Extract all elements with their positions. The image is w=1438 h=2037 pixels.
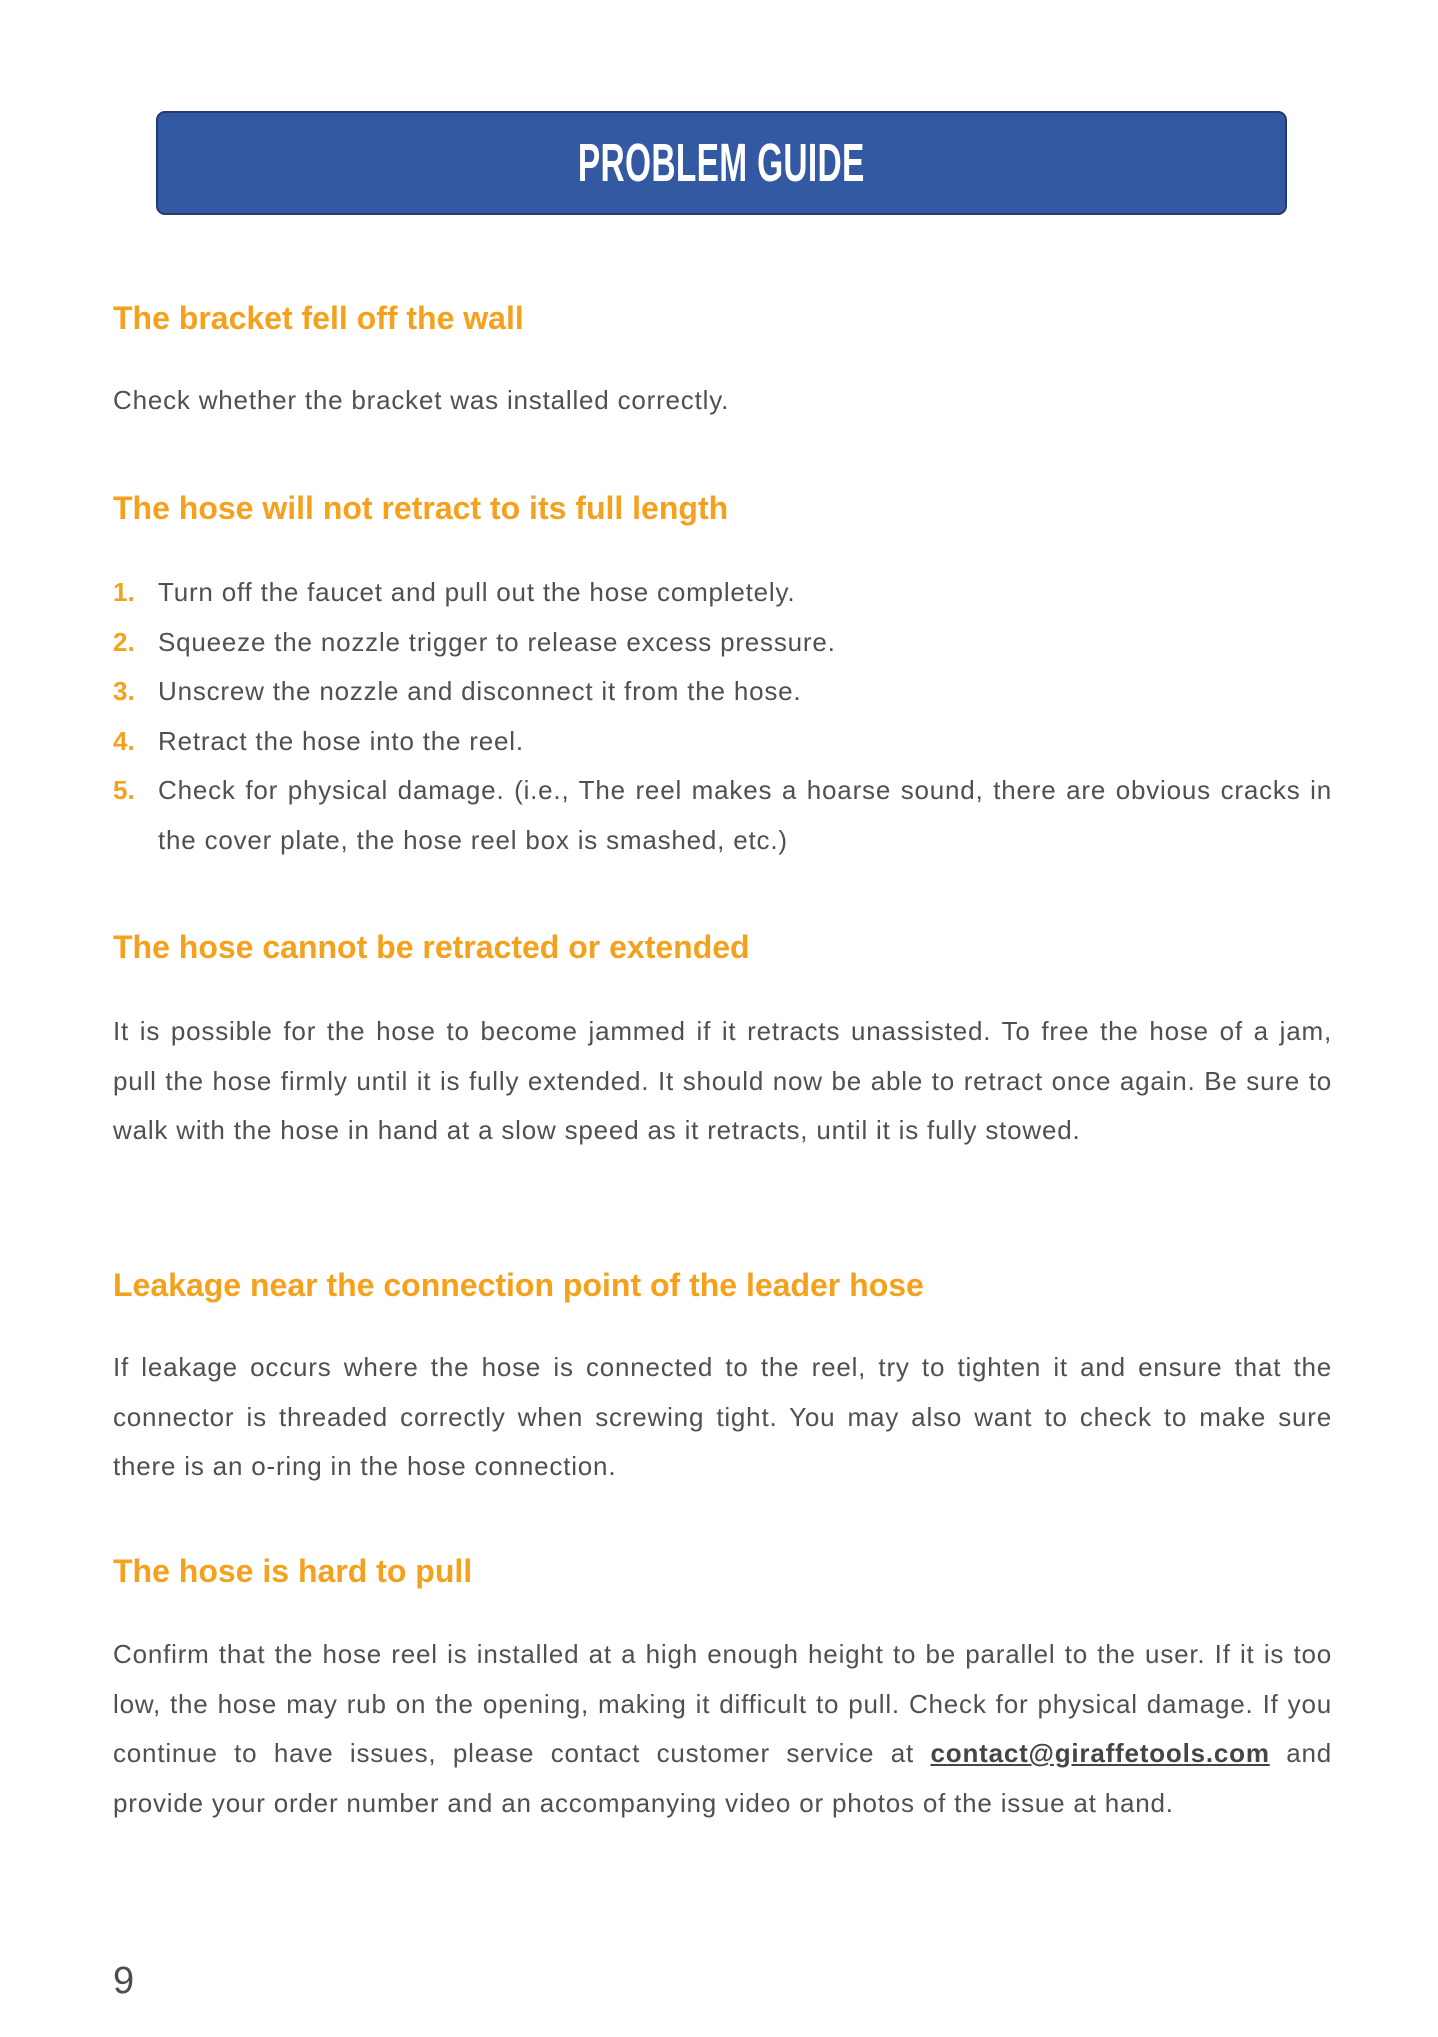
list-item: [113, 717, 1332, 767]
page-number: 9: [113, 1960, 135, 2002]
step-text: Turn off the faucet and pull out the hose completely.: [158, 577, 796, 607]
step-number: 5.: [113, 775, 135, 805]
list-item: [113, 568, 1332, 618]
step-text: Retract the hose into the reel.: [158, 725, 524, 756]
section-body-leakage: If leakage occurs where the hose is connected to the reel, try to tighten it and ensure that the connector is threaded correctly when screwing tight. You may also want to check to make sure there is an o-ring in the hose connection.: [113, 1352, 1332, 1481]
section-heading-retract-length: The hose will not retract to its full length: [113, 490, 729, 526]
list-item: [113, 667, 1332, 717]
section-body-bracket: Check whether the bracket was installed correctly.: [113, 385, 730, 415]
step-text: Check for physical damage. (i.e., The reel makes a hoarse sound, there are obvious cracks in the cover plate, the hose reel box is smashed, etc.): [158, 775, 1332, 855]
list-item: [113, 766, 1332, 865]
step-text: Unscrew the nozzle and disconnect it from the hose.: [158, 676, 802, 706]
step-number: 1.: [113, 577, 135, 607]
step-text: Squeeze the nozzle trigger to release excess pressure.: [158, 626, 836, 657]
body-text-before-email: Confirm that the hose reel is installed at a high enough height to be parallel to the user. If it is too low, the hose may rub on the opening, making it difficult to pull. Check for physical damage. If you continue to have issues, please contact customer service at: [113, 1639, 1332, 1768]
list-item: [113, 618, 1332, 668]
section-heading-hard-to-pull: The hose is hard to pull: [113, 1553, 473, 1589]
step-number: 4.: [113, 725, 135, 756]
section-heading-jammed: The hose cannot be retracted or extended: [113, 929, 750, 965]
steps-list: [113, 568, 1332, 865]
body-text-after-email: and provide your order number and an accompanying video or photos of the issue at hand.: [113, 1738, 1332, 1818]
contact-email-link[interactable]: contact@giraffetools.com: [930, 1738, 1270, 1768]
step-number: 2.: [113, 626, 135, 657]
section-body-jammed: It is possible for the hose to become jammed if it retracts unassisted. To free the hose of a jam, pull the hose firmly until it is fully extended. It should now be able to retract once again. Be sure to walk with the hose in hand at a slow speed as it retracts, until it is fully stowed.: [113, 1016, 1332, 1145]
section-heading-leakage: Leakage near the connection point of the leader hose: [113, 1267, 924, 1303]
page-title: PROBLEM GUIDE: [578, 133, 865, 193]
section-body-hard-to-pull: [113, 1630, 1332, 1828]
section-heading-bracket: The bracket fell off the wall: [113, 300, 524, 336]
step-number: 3.: [113, 676, 135, 706]
page-title-banner: [156, 111, 1287, 215]
